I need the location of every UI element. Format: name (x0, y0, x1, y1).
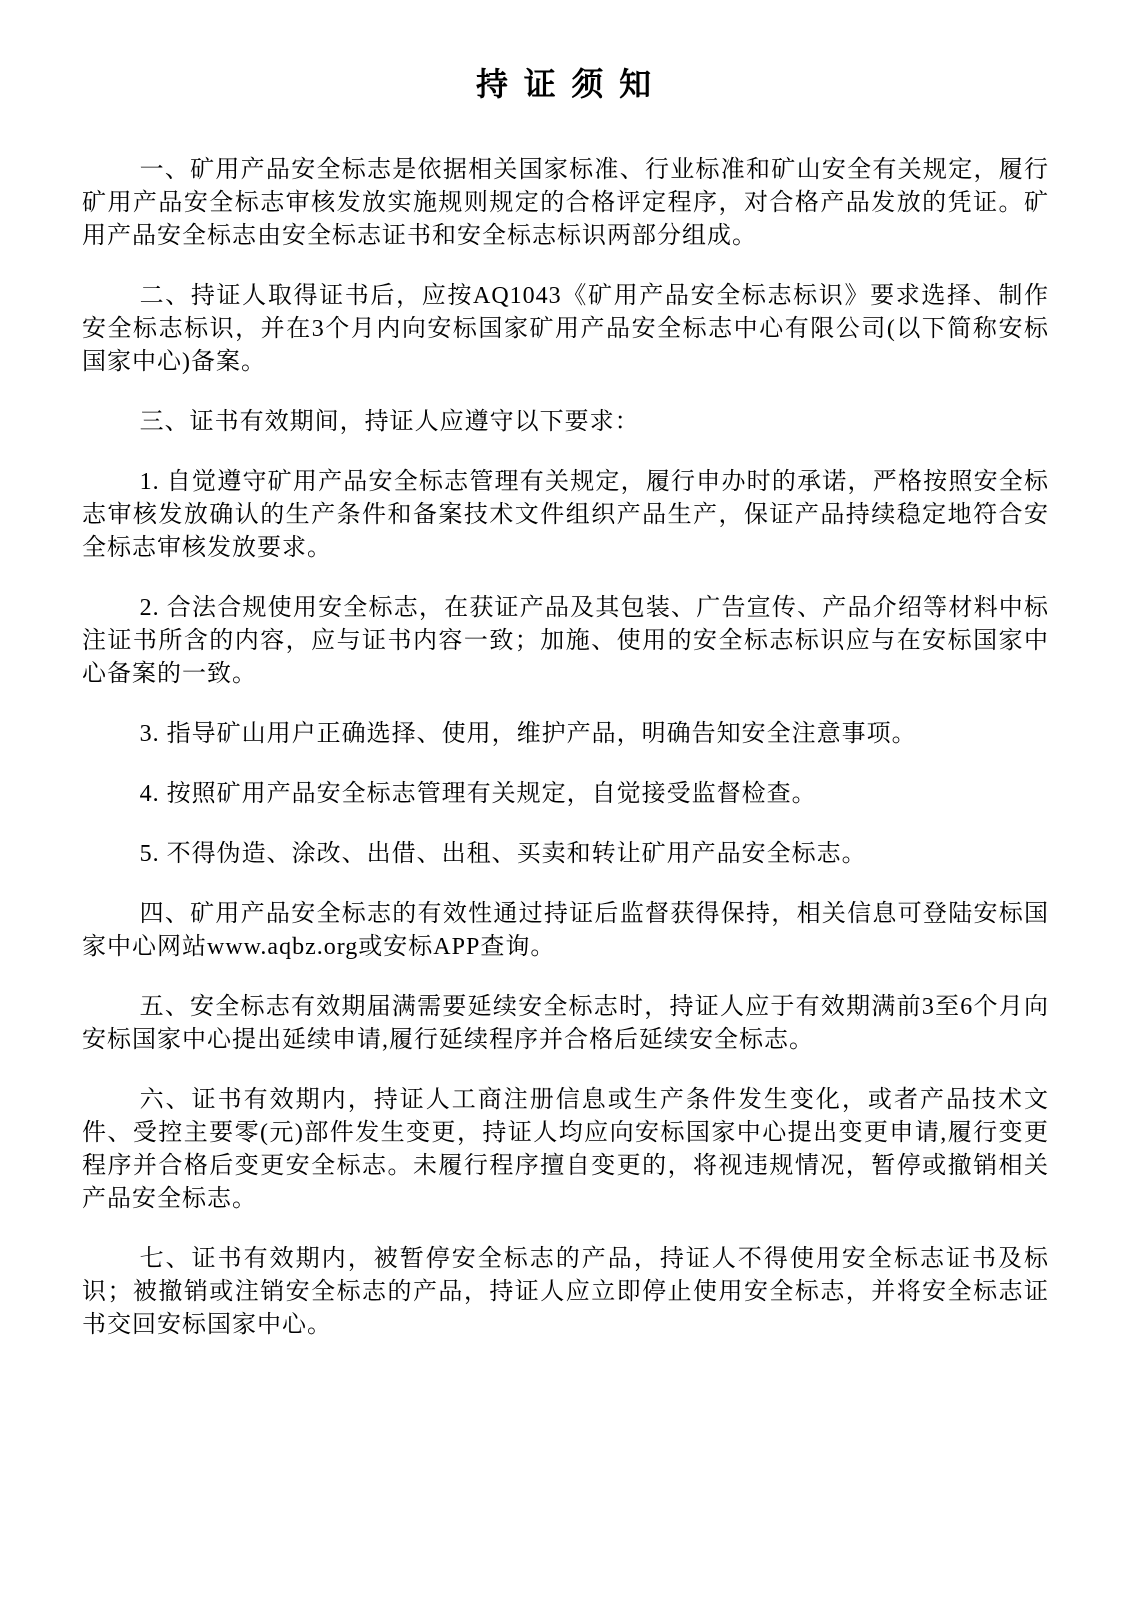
paragraph-9: 四、矿用产品安全标志的有效性通过持证后监督获得保持，相关信息可登陆安标国家中心网站www.aqbz.org或安标APP查询。 (82, 901, 1049, 960)
paragraph-8: 5. 不得伪造、涂改、出借、出租、买卖和转让矿用产品安全标志。 (139, 841, 867, 867)
page-title: 持 证 须 知 (476, 66, 655, 102)
document-body (82, 154, 1049, 1342)
paragraph-1: 一、矿用产品安全标志是依据相关国家标准、行业标准和矿山安全有关规定，履行矿用产品安全标志审核发放实施规则规定的合格评定程序，对合格产品发放的凭证。矿用产品安全标志由安全标志证书和安全标志标识两部分组成。 (82, 157, 1049, 249)
paragraph-10: 五、安全标志有效期届满需要延续安全标志时，持证人应于有效期满前3至6个月向安标国家中心提出延续申请,履行延续程序并合格后延续安全标志。 (82, 994, 1049, 1053)
paragraph-2: 二、持证人取得证书后，应按AQ1043《矿用产品安全标志标识》要求选择、制作安全标志标识，并在3个月内向安标国家矿用产品安全标志中心有限公司(以下简称安标国家中心)备案。 (82, 283, 1049, 375)
paragraph-5: 2. 合法合规使用安全标志，在获证产品及其包装、广告宣传、产品介绍等材料中标注证书所含的内容，应与证书内容一致；加施、使用的安全标志标识应与在安标国家中心备案的一致。 (82, 595, 1049, 687)
paragraph-3: 三、证书有效期间，持证人应遵守以下要求： (139, 409, 640, 435)
paragraph-4: 1. 自觉遵守矿用产品安全标志管理有关规定，履行申办时的承诺，严格按照安全标志审核发放确认的生产条件和备案技术文件组织产品生产，保证产品持续稳定地符合安全标志审核发放要求。 (82, 469, 1049, 561)
paragraph-6: 3. 指导矿山用户正确选择、使用，维护产品，明确告知安全注意事项。 (139, 721, 917, 747)
paragraph-11: 六、证书有效期内，持证人工商注册信息或生产条件发生变化，或者产品技术文件、受控主要零(元)部件发生变更，持证人均应向安标国家中心提出变更申请,履行变更程序并合格后变更安全标志。未履行程序擅自变更的，将视违规情况，暂停或撤销相关产品安全标志。 (82, 1087, 1049, 1212)
paragraph-12: 七、证书有效期内，被暂停安全标志的产品，持证人不得使用安全标志证书及标识；被撤销或注销安全标志的产品，持证人应立即停止使用安全标志，并将安全标志证书交回安标国家中心。 (82, 1246, 1049, 1338)
paragraph-7: 4. 按照矿用产品安全标志管理有关规定，自觉接受监督检查。 (139, 781, 817, 807)
